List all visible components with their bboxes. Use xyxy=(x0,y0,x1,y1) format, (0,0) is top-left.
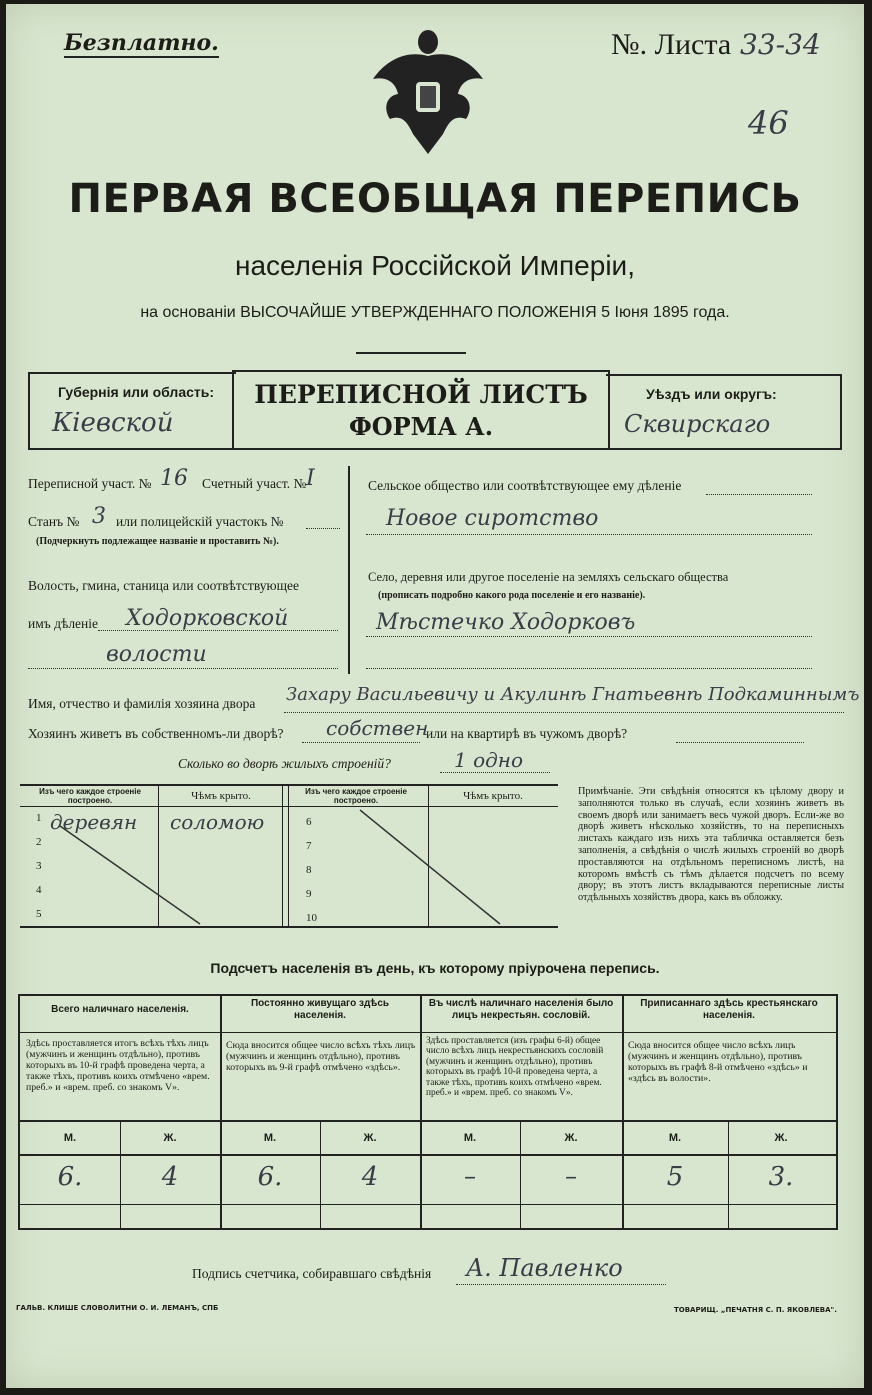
stan-label: Станъ № xyxy=(28,514,80,529)
stan-value: 3 xyxy=(92,504,106,529)
society-line-1 xyxy=(706,494,812,495)
owner-label: Имя, отчество и фамилія хозяина двора xyxy=(28,696,256,711)
district-label: Уѣздъ или округъ: xyxy=(646,386,777,402)
strike-lines xyxy=(20,786,558,926)
buildings-line xyxy=(440,772,550,773)
residence-line xyxy=(302,742,420,743)
form-title: ПЕРЕПИСНОЙ ЛИСТЪ xyxy=(254,380,588,409)
volost-line-2 xyxy=(28,668,338,669)
pop-value-m: 6. xyxy=(257,1162,283,1192)
pop-value-m: 6. xyxy=(57,1162,83,1192)
row-number: 1 xyxy=(36,812,42,824)
row-number: 6 xyxy=(306,816,312,828)
m-label: М. xyxy=(63,1132,77,1144)
main-title: ПЕРВАЯ ВСЕОБЩАЯ ПЕРЕПИСЬ xyxy=(68,176,802,222)
residence-label-1: Хозяинъ живетъ въ собственномъ-ли дворѣ? xyxy=(28,726,284,741)
col-roof-left: Чѣмъ крыто. xyxy=(191,790,251,802)
pop-value-m: 5 xyxy=(666,1162,684,1192)
f-label: Ж. xyxy=(774,1132,788,1144)
society-value: Новое сиротство xyxy=(386,506,599,531)
pop-col-desc: Здѣсь проставляется (изъ графы 6-й) общее число всѣхъ лицъ некрестьянскихъ сословій (мужчинъ и женщинъ отдѣльно), противъ которыхъ въ графѣ 10-й проведена черта, а также тѣхъ, противъ коихъ отмѣчено «врем. преб.» и «врем. преб. со знакомъ V». xyxy=(426,1036,604,1099)
col-roof-right: Чѣмъ крыто. xyxy=(463,790,523,802)
f-label: Ж. xyxy=(363,1132,377,1144)
police-label: или полицейскій участокъ № xyxy=(116,514,284,529)
village-line-1 xyxy=(366,636,812,637)
col-material-left: Изъ чего каждое строеніе построено. xyxy=(39,787,141,805)
row-number: 9 xyxy=(306,888,312,900)
village-line-2 xyxy=(366,668,812,669)
residence-label-2: или на квартирѣ въ чужомъ дворѣ? xyxy=(426,726,628,741)
population-table xyxy=(18,994,838,1230)
counting-district-value: I xyxy=(306,466,315,491)
province-label: Губернія или область: xyxy=(58,384,215,400)
village-value: Мѣстечко Ходорковъ xyxy=(376,610,636,635)
society-label: Сельское общество или соотвѣтствующее ему дѣленіе xyxy=(368,478,682,493)
pop-value-f: 4 xyxy=(361,1162,379,1192)
pop-value-m: – xyxy=(464,1162,476,1190)
field-divider xyxy=(348,466,350,674)
district-value: Сквирскаго xyxy=(624,410,771,438)
double-headed-eagle-emblem xyxy=(368,24,488,164)
ornament-divider xyxy=(356,352,466,354)
row-number: 10 xyxy=(306,912,317,924)
subtitle: населенія Россійской Имперіи, xyxy=(235,250,635,281)
population-title: Подсчетъ населенія въ день, къ которому пріурочена перепись. xyxy=(210,960,660,976)
buildings-label: Сколько во дворѣ жилыхъ строеній? xyxy=(178,756,391,771)
village-note: (прописать подробно какого рода поселеніе и его названіе). xyxy=(378,590,646,601)
row-number: 7 xyxy=(306,840,312,852)
pop-col-head: Приписаннаго здѣсь крестьянскаго населенія. xyxy=(640,998,818,1021)
f-label: Ж. xyxy=(564,1132,578,1144)
note-text: Примѣчаніе. Эти свѣдѣнія относятся къ цѣлому двору и заполняются только въ случаѣ, если хозяинъ живетъ въ своемъ дворѣ или занимаетъ весь чужой дворъ. Если-же во дворѣ живетъ нѣсколько хозяйствъ, то на переписныхъ листахъ каждаго изъ нихъ эта табличка оставляется безъ заполненія, а свѣдѣнія о числѣ жилыхъ строеній во дворѣ проставляются на отдѣльномъ переписномъ листѣ, на которомъ вмѣстѣ съ тѣмъ дѣлается подсчетъ по всему двору; въ этотъ листъ вкладываются переписные листы отдѣльныхъ хозяйствъ двора, какъ въ обложку. xyxy=(578,786,844,904)
volost-line-1 xyxy=(98,630,338,631)
buildings-table xyxy=(20,784,558,928)
province-value: Кіевской xyxy=(52,408,174,438)
stan-note: (Подчеркнуть подлежащее названіе и проставить №). xyxy=(36,536,279,547)
buildings-value: 1 одно xyxy=(454,748,524,772)
corner-number: 46 xyxy=(748,104,789,142)
row-number: 3 xyxy=(36,860,42,872)
owner-line xyxy=(284,712,844,713)
m-label: М. xyxy=(668,1132,682,1144)
pop-col-desc: Сюда вносится общее число всѣхъ лицъ (мужчинъ и женщинъ отдѣльно), противъ которыхъ въ графѣ 8-й отмѣчено «здѣсь» и «здѣсь въ волости». xyxy=(628,1040,808,1084)
society-line-2 xyxy=(366,534,812,535)
volost-label-1: Волость, гмина, станица или соотвѣтствующее xyxy=(28,578,299,593)
sheet-number-label: №. Листа xyxy=(611,28,732,61)
census-district-value: 16 xyxy=(160,466,188,491)
pop-col-head: Постоянно живущаго здѣсь населенія. xyxy=(250,998,390,1021)
basis-line: на основаніи ВЫСОЧАЙШЕ УТВЕРЖДЕННАГО ПОЛОЖЕНІЯ 5 Іюня 1895 года. xyxy=(140,304,730,321)
census-district-label: Переписной участ. № xyxy=(28,476,152,491)
village-label: Село, деревня или другое поселеніе на земляхъ сельскаго общества xyxy=(368,570,729,584)
volost-label-2: имъ дѣленіе xyxy=(28,616,99,631)
pop-value-f: 4 xyxy=(161,1162,179,1192)
row-number: 2 xyxy=(36,836,42,848)
m-label: М. xyxy=(463,1132,477,1144)
footer-left: ГАЛЬВ. КЛИШЕ СЛОВОЛИТНИ О. И. ЛЕМАНЪ, СПБ xyxy=(16,1304,219,1312)
signature-value: А. Павленко xyxy=(466,1254,623,1282)
sheet-number-value: 33-34 xyxy=(740,28,821,61)
volost-value-2: волости xyxy=(106,642,207,667)
residence-value: собствен xyxy=(326,716,429,740)
footer-right: ТОВАРИЩ. „ПЕЧАТНЯ С. П. ЯКОВЛЕВА". xyxy=(674,1306,837,1314)
row1-roof: соломою xyxy=(170,810,265,834)
counting-district-label: Счетный участ. № xyxy=(202,476,307,491)
free-label: Безплатно. xyxy=(64,30,219,56)
pop-col-desc: Сюда вносится общее число всѣхъ тѣхъ лицъ (мужчинъ и женщинъ отдѣльно), противъ которыхъ въ 9-й графѣ отмѣчено «здѣсь». xyxy=(226,1040,416,1073)
row-number: 5 xyxy=(36,908,42,920)
pop-value-f: 3. xyxy=(768,1162,794,1192)
row-number: 8 xyxy=(306,864,312,876)
form-subtitle: ФОРМА А. xyxy=(348,412,494,441)
signature-line xyxy=(456,1284,666,1285)
residence-line-2 xyxy=(676,742,804,743)
f-label: Ж. xyxy=(163,1132,177,1144)
pop-col-head: Всего наличнаго населенія. xyxy=(51,1004,189,1015)
m-label: М. xyxy=(263,1132,277,1144)
police-line xyxy=(306,528,340,529)
col-material-right: Изъ чего каждое строеніе построено. xyxy=(305,787,407,805)
census-sheet xyxy=(6,4,864,1388)
signature-label: Подпись счетчика, собиравшаго свѣдѣнія xyxy=(192,1266,432,1281)
volost-value-1: Ходорковской xyxy=(126,606,289,631)
pop-value-f: – xyxy=(565,1162,577,1190)
owner-value: Захару Васильевичу и Акулинѣ Гнатьевнѣ Подкаминнымъ xyxy=(286,684,860,705)
pop-col-head: Въ числѣ наличнаго населенія было лицъ некрестьян. сословій. xyxy=(428,998,614,1021)
row-number: 4 xyxy=(36,884,42,896)
row1-material: деревян xyxy=(50,810,138,834)
pop-col-desc: Здѣсь проставляется итогъ всѣхъ тѣхъ лицъ (мужчинъ и женщинъ отдѣльно), противъ которыхъ въ 10-й графѣ проведена черта, а также тѣхъ, противъ коихъ отмѣчено «врем. преб.» и «врем. преб. со знакомъ V». xyxy=(26,1038,210,1093)
